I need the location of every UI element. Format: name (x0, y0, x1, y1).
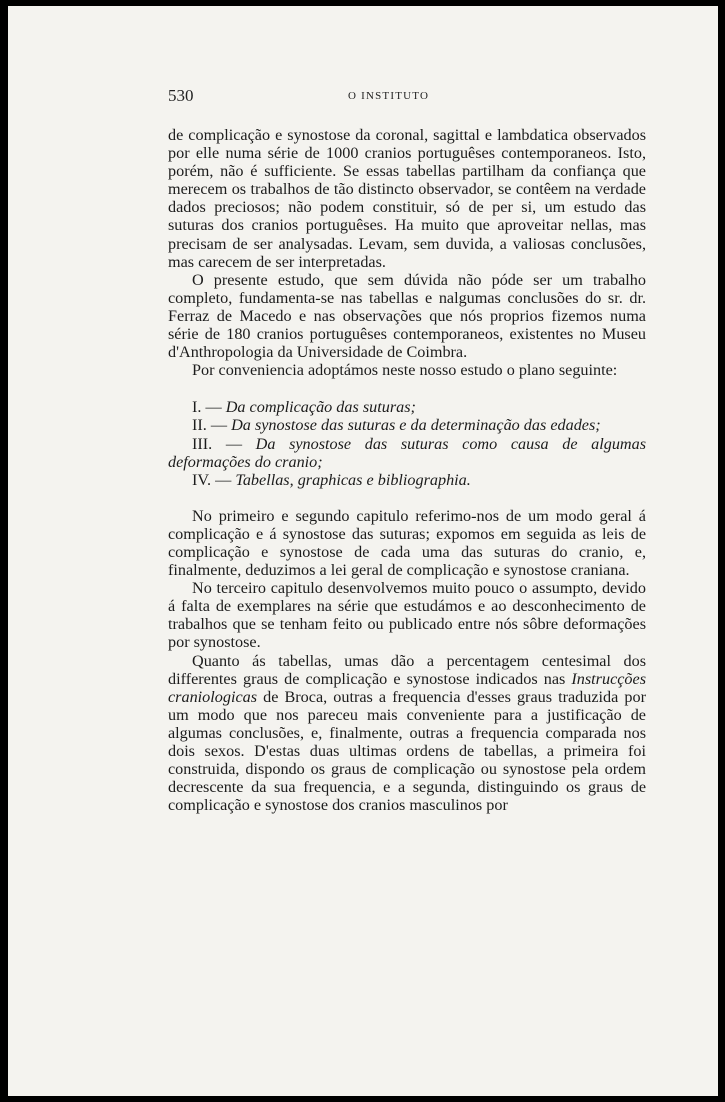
plan-item: III. — Da synostose das suturas como causa de algumas deformações do cranio; (168, 434, 646, 471)
work-title: Instrucções craniologicas (168, 669, 647, 706)
paragraph: Quanto ás tabellas, umas dão a percentagem centesimal dos differentes graus de complicação e synostose indicados nas Instrucções craniologicas de Broca, outras a frequencia d'esses graus traduzida por um modo que nos pareceu mais conveniente para a justificação de algumas conclusões, e, finalmente, outras a frequencia comparada nos dois sexos. D'estas duas ultimas ordens de tabellas, a primeira foi construida, dispondo os graus de complicação ou synostose pela ordem decrescente da sua frequencia, e a segunda, distinguindo os graus de complicação e synostose dos cranios masculinos por (168, 651, 647, 815)
page-number: 530 (168, 86, 194, 105)
paragraph: No primeiro e segundo capitulo referimo-nos de um modo geral á complicação e á synostose das suturas; expomos em seguida as leis de complicação e synostose de cada uma das suturas do cranio, e, finalmente, deduzimos a lei geral de complicação e synostose craniana. (168, 506, 646, 580)
plan-item: II. — Da synostose das suturas e da determinação das edades; (192, 416, 601, 435)
paragraph: O presente estudo, que sem dúvida não póde ser um trabalho completo, fundamenta-se nas tabellas e nalgumas conclusões do sr. dr. Ferraz de Macedo e nas observações que nós proprios fizemos numa série de 180 cranios portuguêses contemporaneos, existentes no Museu d'Anthropologia da Universidade de Coimbra. (168, 270, 646, 362)
running-title: O INSTITUTO (348, 90, 430, 102)
paragraph: No terceiro capitulo desenvolvemos muito pouco o assumpto, devido á falta de exemplares na série que estudámos e ao desconhecimento de trabalhos que se tenham feito ou publicado entre nós sôbre deformações por synostose. (168, 579, 646, 652)
paragraph: de complicação e synostose da coronal, sagittal e lambdatica observados por elle numa série de 1000 cranios portuguêses contemporaneos. Isto, porém, não é sufficiente. Se essas tabellas partilham da confiança que merecem os trabalhos de tão distincto observador, se contêem na verdade dados preciosos; não podem constituir, só de per si, um estudo das suturas dos cranios portuguêses. Ha muito que aproveitar nellas, mas precisam de ser analysadas. Levam, sem duvida, a valiosas conclusões, mas carecem de ser interpretadas. (168, 126, 646, 271)
page-header (168, 86, 648, 110)
plan-item: I. — Da complicação das suturas; (192, 398, 416, 417)
body-text (168, 126, 646, 814)
plan-item: IV. — Tabellas, graphicas e bibliographia. (192, 470, 471, 489)
page (8, 6, 718, 1096)
plan-list (168, 398, 646, 488)
paragraph: Por conveniencia adoptámos neste nosso estudo o plano seguinte: (192, 361, 618, 380)
